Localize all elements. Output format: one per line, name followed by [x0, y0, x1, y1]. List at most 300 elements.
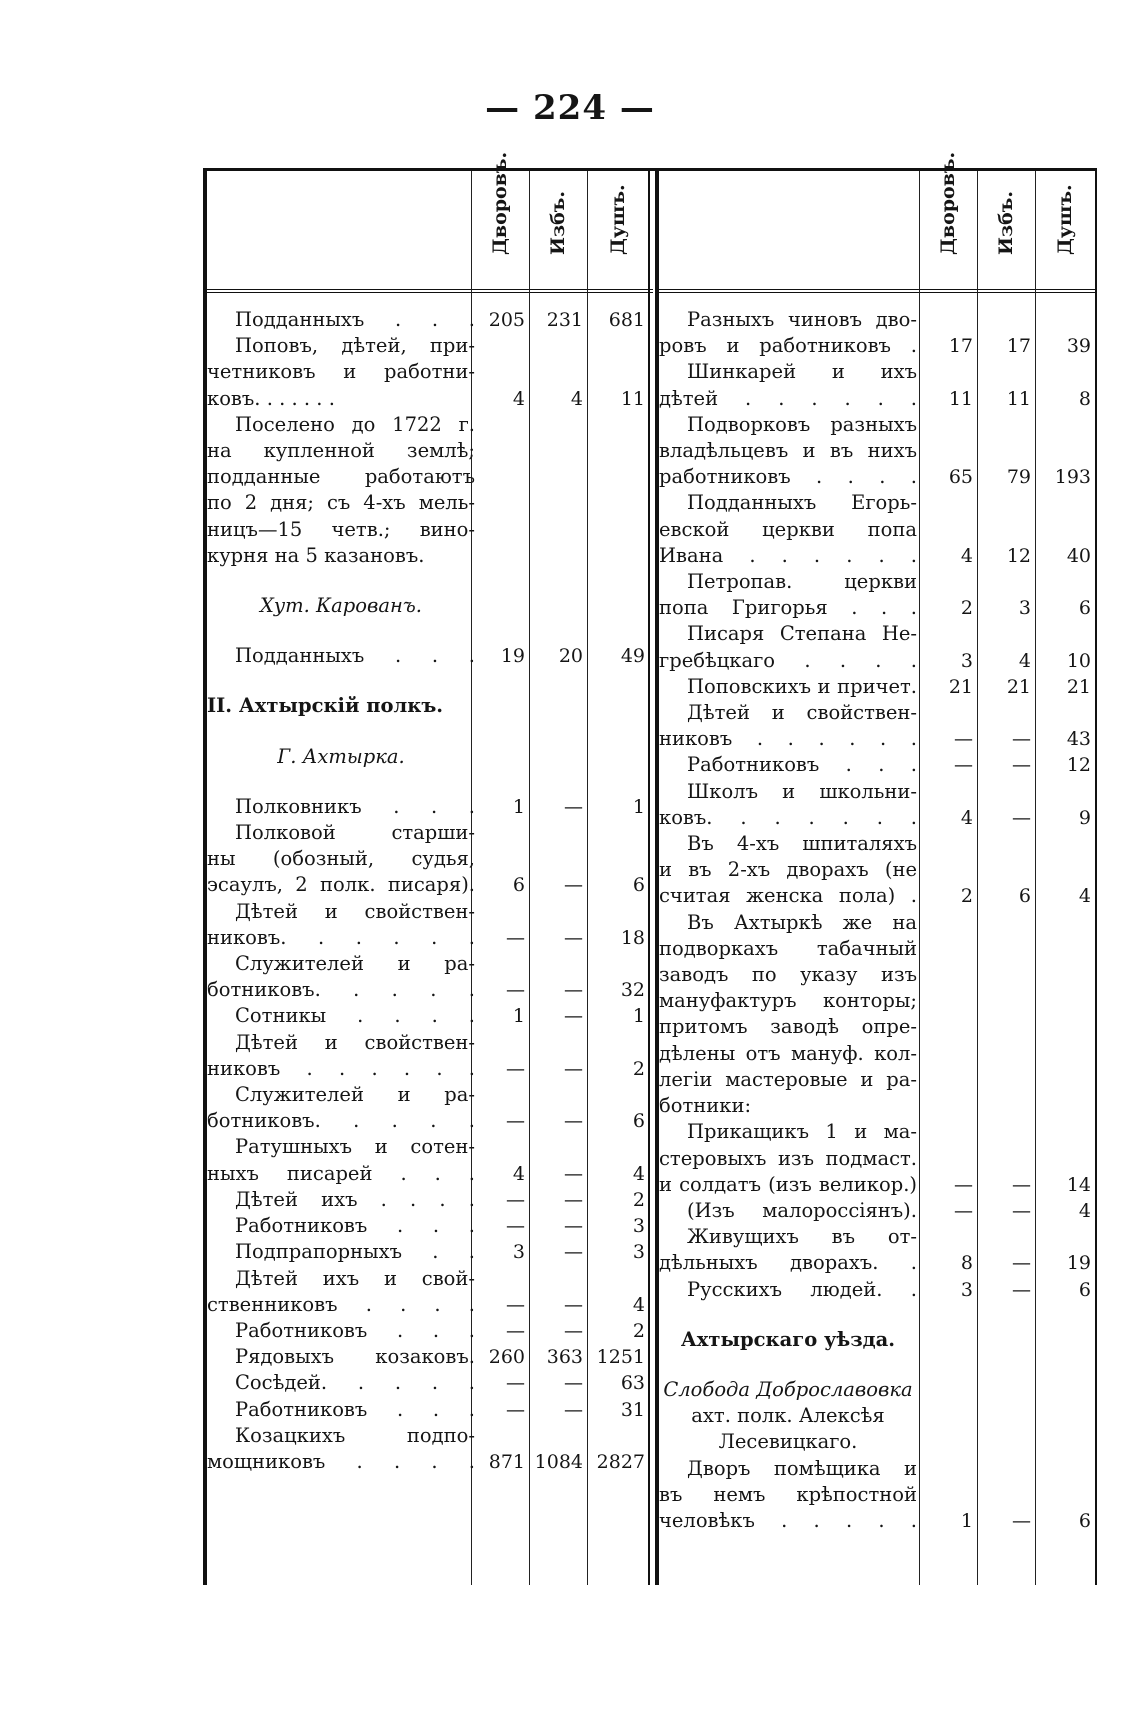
ledger-row — [659, 1277, 1095, 1303]
huts-value: 4 — [1018, 649, 1031, 672]
row-label: ковъ. . . . . . . — [659, 805, 917, 829]
ledger-row — [207, 1423, 653, 1449]
row-label: Дѣтей и свойствен- — [235, 899, 475, 923]
huts-value: — — [1012, 1252, 1031, 1275]
huts-value: — — [1012, 728, 1031, 751]
ledger-row — [659, 831, 1095, 857]
households-value: 3 — [512, 1241, 525, 1264]
row-label: подданные работаютъ — [207, 465, 475, 489]
souls-value: 1251 — [596, 1346, 645, 1369]
souls-value: 2827 — [596, 1450, 645, 1473]
row-label: человѣкъ . . . . . — [659, 1508, 917, 1532]
households-value: 1 — [512, 795, 525, 818]
ledger-row — [207, 386, 653, 412]
ledger-row — [659, 883, 1095, 909]
ledger-row — [207, 872, 653, 898]
row-label: по 2 дня; съ 4-хъ мель- — [207, 491, 475, 515]
row-label: ахт. полк. Алексѣя — [691, 1404, 885, 1428]
row-label: Петропав. церкви — [687, 570, 917, 594]
header-souls — [1035, 171, 1095, 289]
ledger-row — [659, 936, 1095, 962]
ledger-row — [207, 1134, 653, 1160]
huts-value: — — [564, 1188, 583, 1211]
ledger-row — [659, 569, 1095, 595]
huts-value: — — [564, 1005, 583, 1028]
row-label: Живущихъ въ от- — [687, 1225, 917, 1249]
ledger-row — [207, 359, 653, 385]
households-value: — — [506, 926, 525, 949]
row-label: гребѣцкаго . . . . — [659, 648, 917, 672]
row-label: Дѣтей и свойствен- — [687, 701, 917, 725]
row-label: курня на 5 казановъ. — [207, 543, 425, 567]
row-label: Козацкихъ подпо- — [235, 1423, 475, 1447]
huts-value: — — [1012, 1509, 1031, 1532]
huts-value: — — [564, 1398, 583, 1421]
page-number: — 224 — — [485, 88, 655, 128]
ledger-row — [659, 1067, 1095, 1093]
ledger-row — [659, 1014, 1095, 1040]
souls-value: 49 — [620, 645, 645, 668]
ledger-row — [659, 543, 1095, 569]
row-label: Въ 4-хъ шпиталяхъ — [687, 832, 917, 856]
huts-value: — — [564, 926, 583, 949]
ledger-row — [207, 1030, 653, 1056]
ledger-row — [207, 464, 653, 490]
ledger-row — [659, 517, 1095, 543]
row-label: мощниковъ . . . . — [207, 1449, 475, 1473]
households-value: 205 — [488, 309, 525, 331]
souls-value: 9 — [1078, 806, 1091, 829]
souls-value: 18 — [620, 926, 645, 949]
row-label: Лесевицкаго. — [718, 1430, 858, 1454]
ledger-row — [207, 1344, 653, 1370]
row-label: владѣльцевъ и въ нихъ — [659, 439, 917, 463]
households-value: — — [506, 1398, 525, 1421]
row-label: ственниковъ . . . . — [207, 1292, 475, 1316]
households-value: 2 — [960, 885, 973, 908]
souls-value: 2 — [632, 1057, 645, 1080]
ledger-row — [207, 1108, 653, 1134]
ledger-row — [659, 1403, 1095, 1429]
row-label: въ немъ крѣпостной — [659, 1482, 917, 1506]
census-ledger-table — [203, 151, 1097, 1585]
row-label: Писаря Степана Не- — [687, 622, 917, 646]
ledger-row — [207, 1449, 653, 1475]
ledger-row — [659, 1146, 1095, 1172]
souls-value: 4 — [1078, 885, 1091, 908]
ledger-row — [659, 595, 1095, 621]
row-label: эсаулъ, 2 полк. писаря). — [207, 873, 475, 897]
ledger-row — [659, 726, 1095, 752]
huts-value: — — [564, 979, 583, 1002]
households-value: 8 — [960, 1252, 973, 1275]
header-souls-label: Душъ. — [1054, 184, 1076, 255]
huts-value: — — [564, 795, 583, 818]
row-label: Полковникъ . . . — [235, 794, 475, 818]
row-label: Поселено до 1722 г. — [235, 412, 475, 436]
ledger-row — [207, 1161, 653, 1187]
households-value: — — [506, 979, 525, 1002]
row-label: дѣтей . . . . . . — [659, 386, 917, 410]
header-households — [471, 151, 529, 289]
souls-value: 3 — [632, 1241, 645, 1264]
ledger-row — [207, 846, 653, 872]
row-label: Сосѣдей. . . . . — [235, 1371, 475, 1395]
ledger-row — [659, 412, 1095, 438]
row-label: Разныхъ чиновъ дво- — [687, 308, 917, 331]
row-label: Школъ и школьни- — [687, 779, 917, 803]
souls-value: 40 — [1066, 544, 1091, 567]
ledger-row — [207, 1292, 653, 1318]
souls-value: 6 — [1078, 1278, 1091, 1301]
row-label: никовъ . . . . . . — [659, 727, 917, 751]
row-label: никовъ. . . . . . — [207, 925, 475, 949]
ledger-row — [207, 1397, 653, 1423]
souls-value: 6 — [632, 874, 645, 897]
huts-value: 363 — [546, 1346, 583, 1369]
huts-value: — — [1012, 1173, 1031, 1196]
ledger-row — [659, 307, 1095, 333]
households-value: 65 — [948, 466, 973, 489]
ledger-row — [207, 333, 653, 359]
huts-value: — — [564, 1293, 583, 1316]
row-label: и въ 2-хъ дворахъ (не — [659, 858, 917, 882]
row-label: Служителей и ра- — [235, 1083, 475, 1107]
ledger-row — [207, 1187, 653, 1213]
row-label: попа Григорья . . . — [659, 596, 917, 620]
row-label: Подданныхъ . . . — [235, 644, 475, 668]
row-spacer — [207, 619, 653, 643]
souls-value: 19 — [1066, 1252, 1091, 1275]
households-value: 4 — [512, 387, 525, 410]
row-label: ковъ. . . . . . . — [207, 386, 335, 410]
huts-value: 20 — [558, 645, 583, 668]
right-rows — [659, 307, 1095, 1534]
row-label: ны (обозный, судья, — [207, 847, 475, 871]
households-value: 4 — [512, 1162, 525, 1185]
souls-value: 32 — [620, 979, 645, 1002]
row-label: Дѣтей и свойствен- — [235, 1030, 475, 1054]
ledger-row — [659, 1250, 1095, 1276]
households-value: 871 — [488, 1450, 525, 1473]
row-label: Подпрапорныхъ . . — [235, 1240, 475, 1264]
row-label: на купленной землѣ; — [207, 439, 475, 463]
souls-value: 2 — [632, 1319, 645, 1342]
row-label: Поповскихъ и причет. — [687, 674, 917, 698]
row-label: подворкахъ табачный — [659, 936, 917, 960]
households-value: 19 — [500, 645, 525, 668]
row-label: ницъ—15 четв.; вино- — [207, 517, 475, 541]
ledger-row — [659, 857, 1095, 883]
ledger-row — [659, 988, 1095, 1014]
row-label: Ивана . . . . . . — [659, 543, 917, 567]
ledger-row — [659, 700, 1095, 726]
huts-value: — — [1012, 1278, 1031, 1301]
row-label: работниковъ . . . . — [659, 465, 917, 489]
ledger-row — [207, 643, 653, 669]
row-label: Подданныхъ . . . — [235, 308, 475, 331]
row-label: Дворъ помѣщика и — [687, 1456, 917, 1480]
row-label: дѣлены отъ мануф. кол- — [659, 1041, 917, 1065]
right-half — [659, 151, 1095, 1585]
row-label: ботниковъ. . . . . — [207, 1109, 475, 1133]
row-label: Шинкарей и ихъ — [687, 360, 917, 384]
ledger-row — [207, 307, 653, 333]
huts-value: 6 — [1018, 885, 1031, 908]
souls-value: 4 — [632, 1162, 645, 1185]
ledger-row — [659, 962, 1095, 988]
ledger-row — [207, 1266, 653, 1292]
ledger-row — [207, 517, 653, 543]
households-value: — — [506, 1110, 525, 1133]
souls-value: 39 — [1066, 335, 1091, 358]
households-value: 21 — [948, 675, 973, 698]
ledger-row — [659, 1456, 1095, 1482]
row-label: дѣльныхъ дворахъ. . — [659, 1251, 917, 1275]
header-households-label: Дворовъ. — [937, 151, 959, 255]
row-label: легіи мастеровые и ра- — [659, 1067, 917, 1091]
ledger-row — [659, 490, 1095, 516]
ledger-row — [207, 1318, 653, 1344]
ledger-row — [207, 794, 653, 820]
row-label: Слобода Доброславовка — [663, 1377, 913, 1401]
huts-value: — — [564, 1057, 583, 1080]
header-huts — [529, 171, 587, 289]
ledger-row — [659, 1093, 1095, 1119]
row-label: Полковой старши- — [235, 821, 475, 845]
households-value: — — [506, 1057, 525, 1080]
header-souls — [587, 171, 649, 289]
households-value: 2 — [960, 597, 973, 620]
households-value: 260 — [488, 1346, 525, 1369]
row-label: евской церкви попа — [659, 517, 917, 541]
huts-value: — — [564, 874, 583, 897]
huts-value: — — [564, 1319, 583, 1342]
row-label: Русскихъ людей. . — [687, 1277, 917, 1301]
row-spacer — [207, 569, 653, 593]
ledger-row — [207, 899, 653, 925]
households-value: 1 — [512, 1005, 525, 1028]
ledger-row — [659, 464, 1095, 490]
ledger-row — [207, 412, 653, 438]
ledger-row — [207, 693, 653, 719]
row-label: II. Ахтырскій полкъ. — [207, 694, 444, 718]
households-value: 3 — [960, 1278, 973, 1301]
souls-value: 11 — [620, 387, 645, 410]
row-label: стеровыхъ изъ подмаст. — [659, 1146, 917, 1170]
row-spacer — [207, 669, 653, 693]
row-label: никовъ . . . . . . — [207, 1056, 475, 1080]
ledger-row — [659, 1198, 1095, 1224]
huts-value: — — [564, 1372, 583, 1395]
row-label: Поповъ, дѣтей, при- — [235, 334, 475, 358]
row-label: притомъ заводѣ опре- — [659, 1015, 917, 1039]
ledger-row — [659, 910, 1095, 936]
souls-value: 2 — [632, 1188, 645, 1211]
households-value: — — [506, 1215, 525, 1238]
row-label: и солдатъ (изъ великор.) — [659, 1172, 917, 1196]
row-label: ровъ и работниковъ . — [659, 334, 917, 358]
huts-value: — — [564, 1215, 583, 1238]
households-value: — — [954, 728, 973, 751]
huts-value: 1084 — [534, 1450, 583, 1473]
ledger-row — [659, 1327, 1095, 1353]
row-label: Подворковъ разныхъ — [687, 412, 917, 436]
ledger-row — [207, 490, 653, 516]
row-label: Ахтырскаго уѣзда. — [680, 1327, 896, 1351]
row-label: заводъ по указу изъ — [659, 963, 917, 987]
huts-value: — — [564, 1110, 583, 1133]
households-value: 4 — [960, 806, 973, 829]
header-households — [919, 151, 977, 289]
huts-value: 11 — [1006, 387, 1031, 410]
souls-value: 12 — [1066, 754, 1091, 777]
ledger-row — [659, 1172, 1095, 1198]
row-label: Дѣтей ихъ и свой- — [235, 1266, 475, 1290]
row-label: (Изъ малороссіянъ). — [687, 1198, 917, 1222]
ledger-row — [659, 386, 1095, 412]
ledger-row — [659, 752, 1095, 778]
souls-value: 14 — [1066, 1173, 1091, 1196]
ledger-row — [207, 820, 653, 846]
ledger-row — [207, 1213, 653, 1239]
ledger-row — [659, 1508, 1095, 1534]
ledger-row — [659, 621, 1095, 647]
households-value: — — [506, 1188, 525, 1211]
huts-value: — — [564, 1241, 583, 1264]
souls-value: 1 — [632, 1005, 645, 1028]
huts-value: 4 — [570, 387, 583, 410]
souls-value: 6 — [1078, 597, 1091, 620]
row-label: Работниковъ . . . — [235, 1318, 475, 1342]
households-value: — — [506, 1319, 525, 1342]
row-label: ботниковъ. . . . . — [207, 978, 475, 1002]
ledger-row — [207, 1003, 653, 1029]
ledger-row — [659, 438, 1095, 464]
ledger-row — [207, 744, 653, 770]
ledger-row — [659, 1377, 1095, 1403]
ledger-row — [659, 359, 1095, 385]
left-half — [207, 151, 653, 1585]
row-label: Работниковъ . . . — [235, 1397, 475, 1421]
souls-value: 63 — [620, 1372, 645, 1395]
header-souls-label: Душъ. — [607, 184, 629, 255]
souls-value: 43 — [1066, 728, 1091, 751]
ledger-row — [659, 1041, 1095, 1067]
ledger-row — [659, 1482, 1095, 1508]
header-huts — [977, 171, 1035, 289]
huts-value: 79 — [1006, 466, 1031, 489]
souls-value: 10 — [1066, 649, 1091, 672]
huts-value: 231 — [546, 309, 583, 331]
header-huts-label: Избъ. — [995, 191, 1017, 255]
ledger-row — [659, 779, 1095, 805]
row-label: мануфактуръ конторы; — [659, 989, 917, 1013]
ledger-row — [659, 648, 1095, 674]
souls-value: 3 — [632, 1215, 645, 1238]
huts-value: — — [1012, 754, 1031, 777]
households-value: — — [506, 1372, 525, 1395]
ledger-row — [207, 925, 653, 951]
households-value: 11 — [948, 387, 973, 410]
souls-value: 193 — [1054, 466, 1091, 489]
header-households-label: Дворовъ. — [489, 151, 511, 255]
households-value: 17 — [948, 335, 973, 358]
huts-value: 17 — [1006, 335, 1031, 358]
households-value: 6 — [512, 874, 525, 897]
right-column-header-row — [659, 151, 1095, 293]
ledger-row — [659, 1429, 1095, 1455]
souls-value: 8 — [1078, 387, 1091, 410]
households-value: — — [954, 754, 973, 777]
households-value: — — [954, 1199, 973, 1222]
row-label: Прикащикъ 1 и ма- — [687, 1120, 917, 1144]
ledger-row — [207, 543, 653, 569]
ledger-row — [207, 1082, 653, 1108]
ledger-row — [659, 1224, 1095, 1250]
huts-value: 12 — [1006, 544, 1031, 567]
huts-value: — — [1012, 806, 1031, 829]
ledger-row — [207, 951, 653, 977]
row-spacer — [659, 1353, 1095, 1377]
row-label: Рядовыхъ козаковъ. — [235, 1345, 475, 1369]
souls-value: 31 — [620, 1398, 645, 1421]
souls-value: 681 — [608, 309, 645, 331]
souls-value: 6 — [632, 1110, 645, 1133]
households-value: — — [954, 1173, 973, 1196]
souls-value: 1 — [632, 795, 645, 818]
ledger-row — [207, 977, 653, 1003]
ledger-row — [207, 593, 653, 619]
huts-value: 21 — [1006, 675, 1031, 698]
souls-value: 21 — [1066, 675, 1091, 698]
row-label: Въ Ахтыркѣ же на — [687, 910, 917, 934]
souls-value: 6 — [1078, 1509, 1091, 1532]
ledger-row — [207, 1370, 653, 1396]
huts-value: — — [564, 1162, 583, 1185]
households-value: — — [506, 1293, 525, 1316]
souls-value: 4 — [632, 1293, 645, 1316]
ledger-row — [659, 333, 1095, 359]
left-rows — [207, 307, 653, 1475]
ledger-row — [659, 1119, 1095, 1145]
ledger-row — [659, 805, 1095, 831]
row-label: Хут. Карованъ. — [259, 594, 423, 618]
row-label: Работниковъ . . . — [687, 753, 917, 777]
row-label: Дѣтей ихъ . . . . — [235, 1187, 475, 1211]
center-double-rule — [648, 171, 659, 1585]
row-label: четниковъ и работни- — [207, 360, 475, 384]
row-label: Подданныхъ Егорь- — [687, 491, 917, 515]
row-label: считая женска пола) . — [659, 884, 917, 908]
row-label: Сотникы . . . . — [235, 1004, 475, 1028]
row-spacer — [659, 1303, 1095, 1327]
row-label: Г. Ахтырка. — [277, 744, 405, 768]
row-label: Работниковъ . . . — [235, 1214, 475, 1238]
souls-value: 4 — [1078, 1199, 1091, 1222]
huts-value: — — [1012, 1199, 1031, 1222]
row-label: ботники: — [659, 1094, 752, 1118]
ledger-row — [207, 1056, 653, 1082]
households-value: 3 — [960, 649, 973, 672]
ledger-row — [207, 1239, 653, 1265]
row-label: Служителей и ра- — [235, 952, 475, 976]
row-label: Ратушныхъ и сотен- — [235, 1135, 475, 1159]
row-spacer — [207, 720, 653, 744]
ledger-row — [659, 674, 1095, 700]
households-value: 4 — [960, 544, 973, 567]
row-spacer — [207, 770, 653, 794]
